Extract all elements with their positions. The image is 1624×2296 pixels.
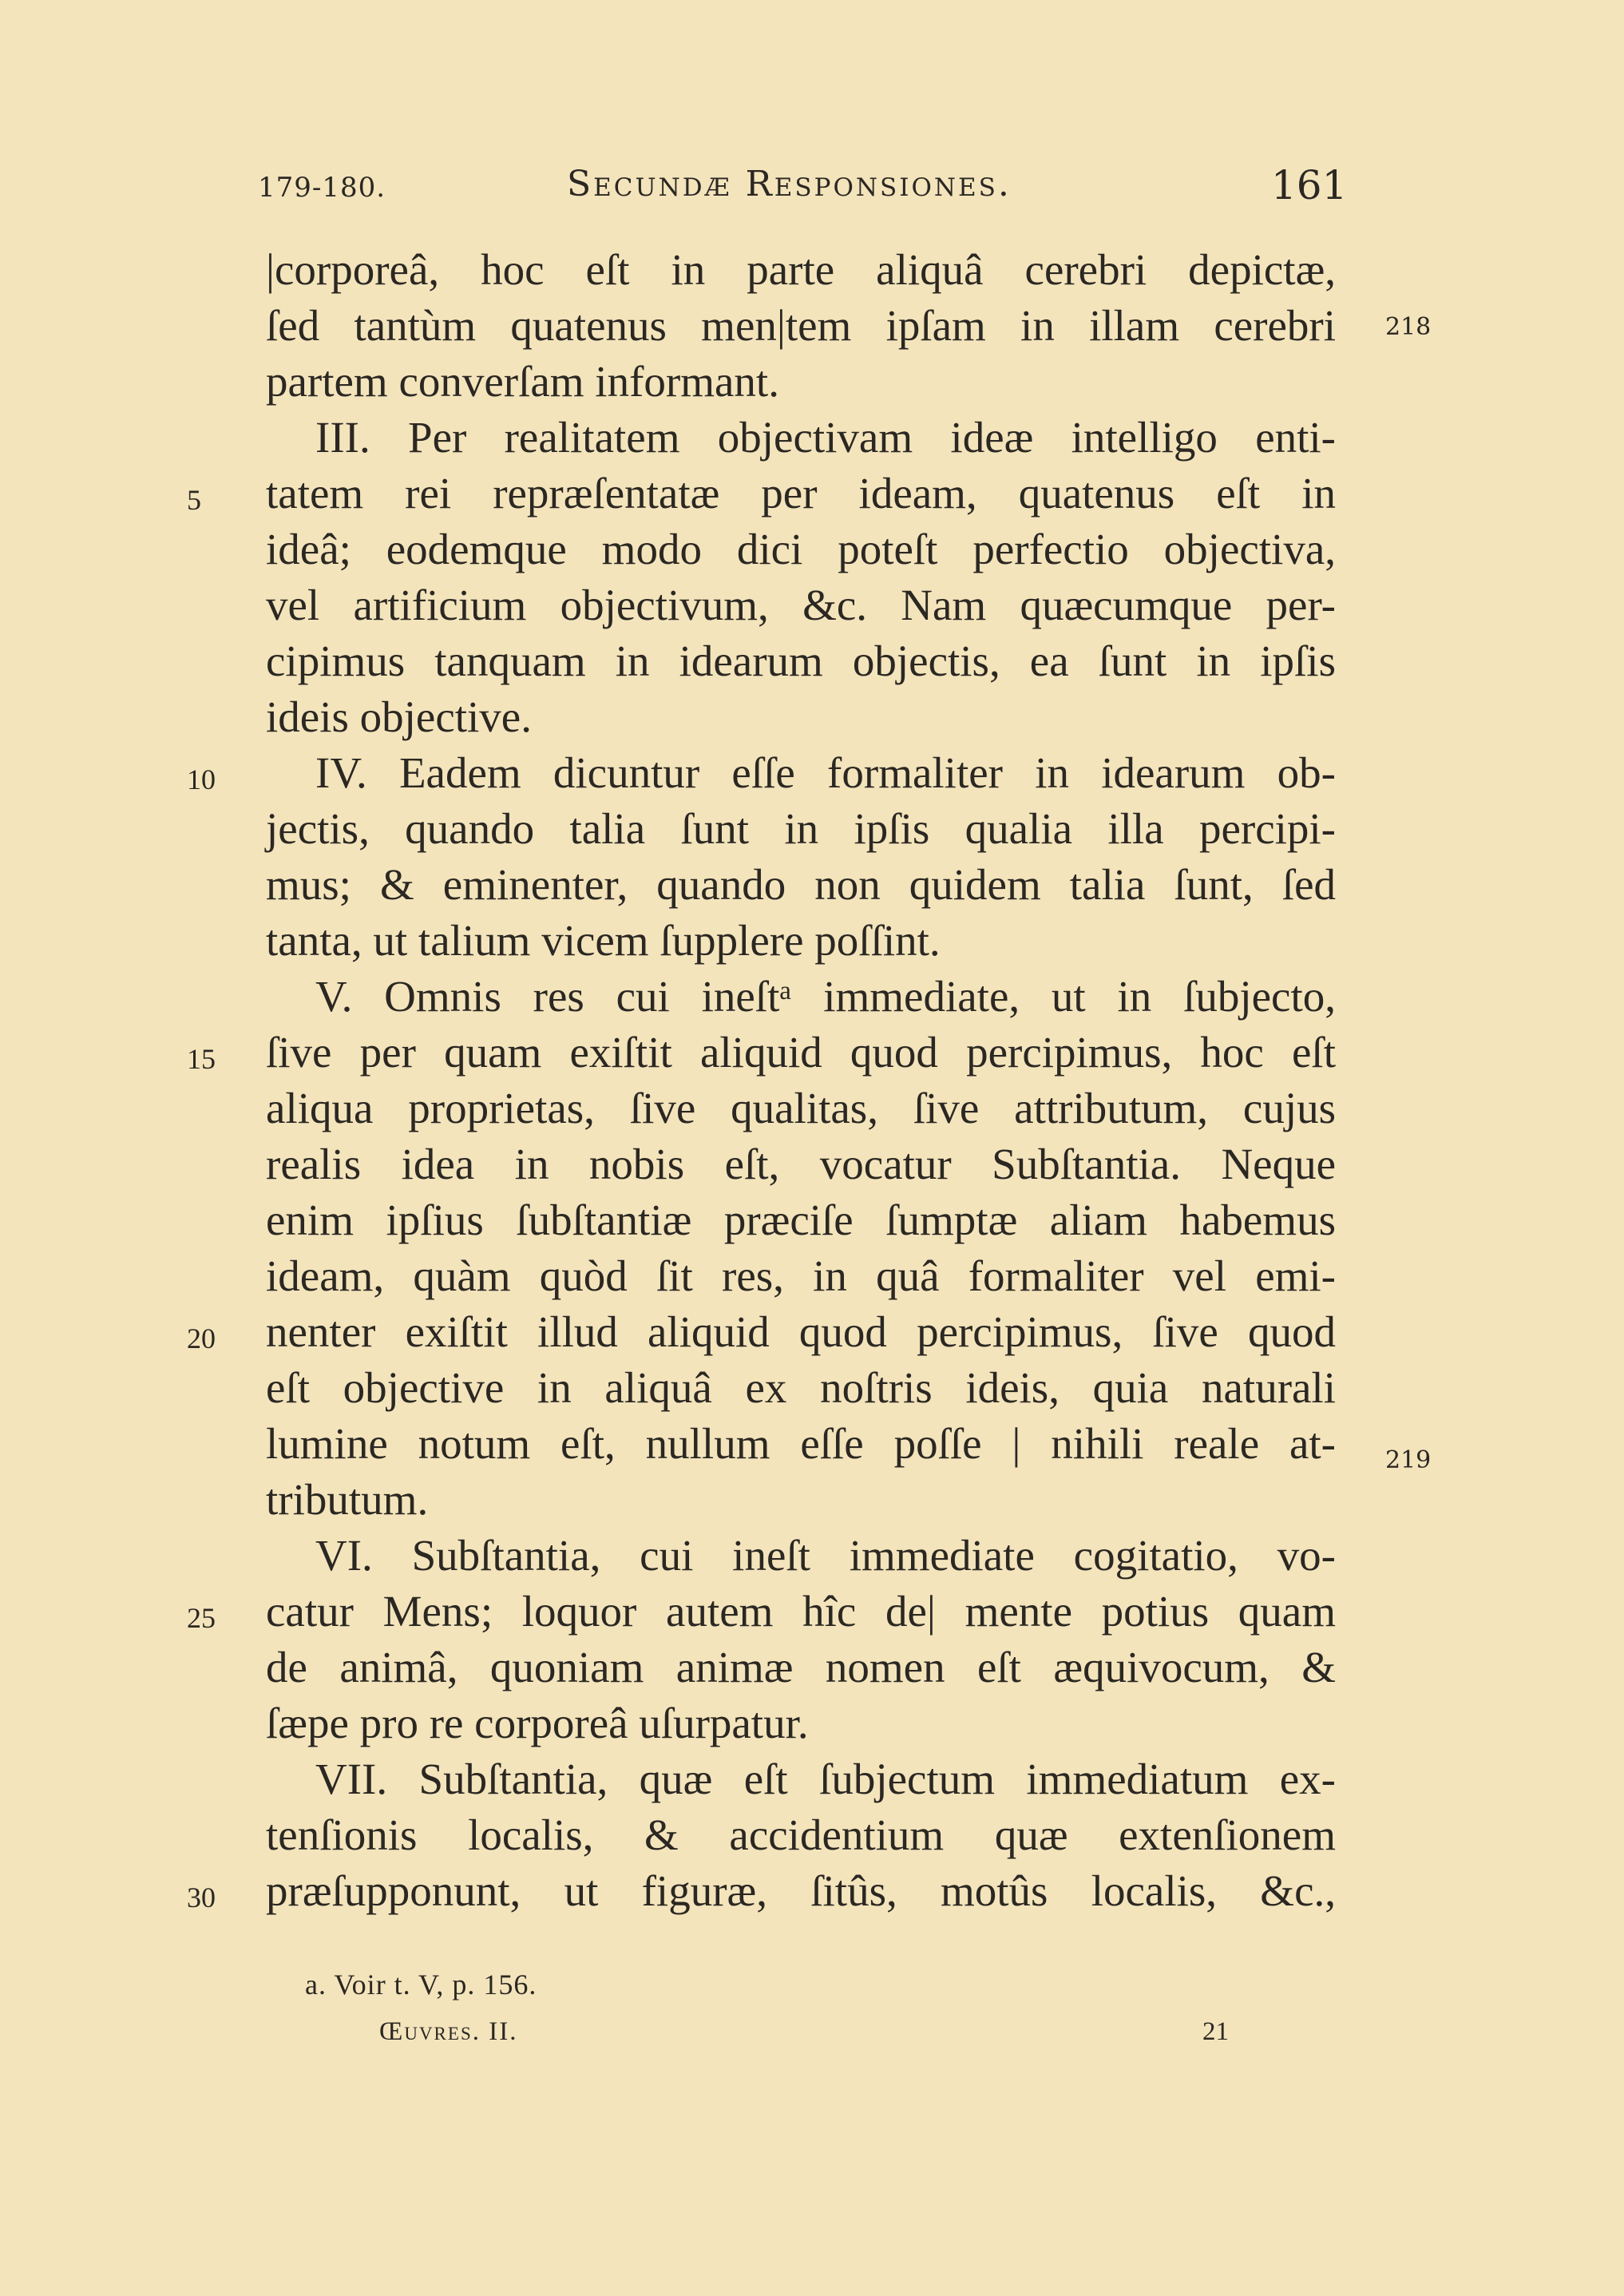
line-number: 25 [187,1602,216,1634]
text-line: IV. Eadem dicuntur eſſe formaliter in idearum ob- [315,748,1336,797]
page-range: 179-180. [258,172,386,204]
text-line: ideam, quàm quòd ſit res, in quâ formaliter vel emi- [266,1251,1336,1300]
text-line: mus; & eminenter, quando non quidem talia ſunt, ſed [266,860,1336,909]
text-line: partem converſam informant. [266,357,779,406]
text-line: jectis, quando talia ſunt in ipſis qualia illa percipi- [266,804,1336,853]
text-line: ſæpe pro re corporeâ uſurpatur. [266,1699,809,1747]
text-line: tributum. [266,1475,429,1524]
text-line: tenſionis localis, & accidentium quæ extenſionem [266,1810,1336,1859]
signature-mark: Œuvres. II. [379,2017,518,2046]
line-number: 20 [187,1322,216,1354]
text-line: |corporeâ, hoc eſt in parte aliquâ cerebri depictæ, [266,245,1336,294]
line-number: 15 [187,1043,216,1075]
margin-reference: 218 [1385,313,1432,341]
text-line: ſive per quam exiſtit aliquid quod percipimus, hoc eſt [266,1028,1336,1077]
text-line: nenter exiſtit illud aliquid quod percipimus, ſive quod [266,1307,1336,1356]
text-line: præſupponunt, ut figuræ, ſitûs, motûs localis, &c., [266,1866,1336,1915]
signature-number: 21 [1202,2017,1229,2046]
text-line: de animâ, quoniam animæ nomen eſt æquivocum, & [266,1643,1336,1691]
text-line: ideis objective. [266,692,532,741]
text-line: V. Omnis res cui ineſtᵃ immediate, ut in ſubjecto, [315,972,1336,1021]
text-line: enim ipſius ſubſtantiæ præciſe ſumptæ aliam habemus [266,1196,1336,1244]
line-number: 10 [187,763,216,795]
text-line: ſed tantùm quatenus men|tem ipſam in illam cerebri [266,301,1336,350]
line-number: 30 [187,1882,216,1913]
text-line: VI. Subſtantia, cui ineſt immediate cogitatio, vo- [315,1531,1336,1580]
text-line: VII. Subſtantia, quæ eſt ſubjectum immediatum ex- [315,1755,1336,1803]
text-line: vel artificium objectivum, &c. Nam quæcumque per- [266,581,1336,629]
text-line: ideâ; eodemque modo dici poteſt perfectio objectiva, [266,525,1336,573]
text-line: tanta, ut talium vicem ſupplere poſſint. [266,916,941,965]
footnote: a. Voir t. V, p. 156. [305,1969,537,2001]
text-line: lumine notum eſt, nullum eſſe poſſe | nihili reale at- [266,1419,1336,1468]
page-number: 161 [1271,162,1348,208]
text-line: III. Per realitatem objectivam ideæ intelligo enti- [315,413,1336,462]
running-title: Secundæ Responsiones. [567,164,1012,204]
text-line: tatem rei repræſentatæ per ideam, quatenus eſt in [266,469,1336,517]
text-line: aliqua proprietas, ſive qualitas, ſive attributum, cujus [266,1084,1336,1132]
text-line: realis idea in nobis eſt, vocatur Subſtantia. Neque [266,1140,1336,1188]
text-line: eſt objective in aliquâ ex noſtris ideis, quia naturali [266,1363,1336,1412]
text-line: cipimus tanquam in idearum objectis, ea ſunt in ipſis [266,636,1336,685]
margin-reference: 219 [1385,1446,1432,1474]
line-number: 5 [187,484,201,516]
text-line: catur Mens; loquor autem hîc de| mente potius quam [266,1587,1336,1636]
